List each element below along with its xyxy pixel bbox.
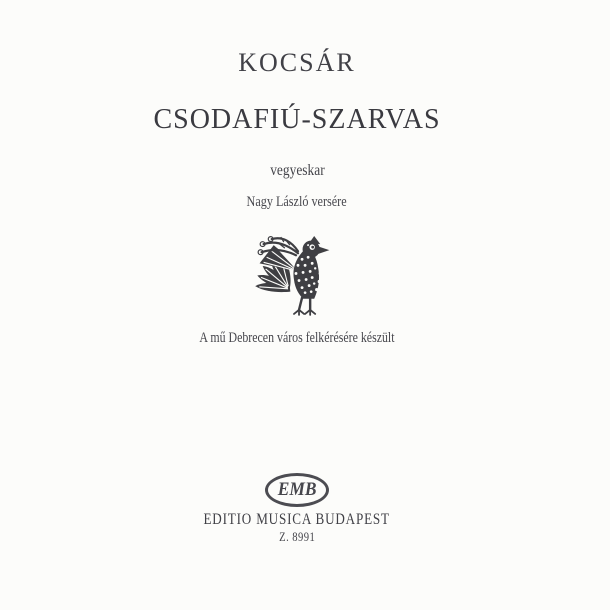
emb-logo-text: EMB bbox=[277, 478, 317, 500]
dedication-line: Nagy László versére bbox=[246, 194, 348, 210]
commission-note: A mű Debrecen város felkérésére készült bbox=[199, 330, 395, 346]
bird-woodcut-icon bbox=[251, 235, 343, 321]
genre-subtitle: vegyeskar bbox=[269, 162, 325, 179]
plate-number: Z. 8991 bbox=[278, 530, 316, 544]
composer-name: KOCSÁR bbox=[238, 48, 356, 77]
work-title: CSODAFIÚ-SZARVAS bbox=[153, 104, 441, 135]
emb-publisher-logo bbox=[265, 473, 329, 507]
publisher-name: EDITIO MUSICA BUDAPEST bbox=[203, 511, 391, 528]
